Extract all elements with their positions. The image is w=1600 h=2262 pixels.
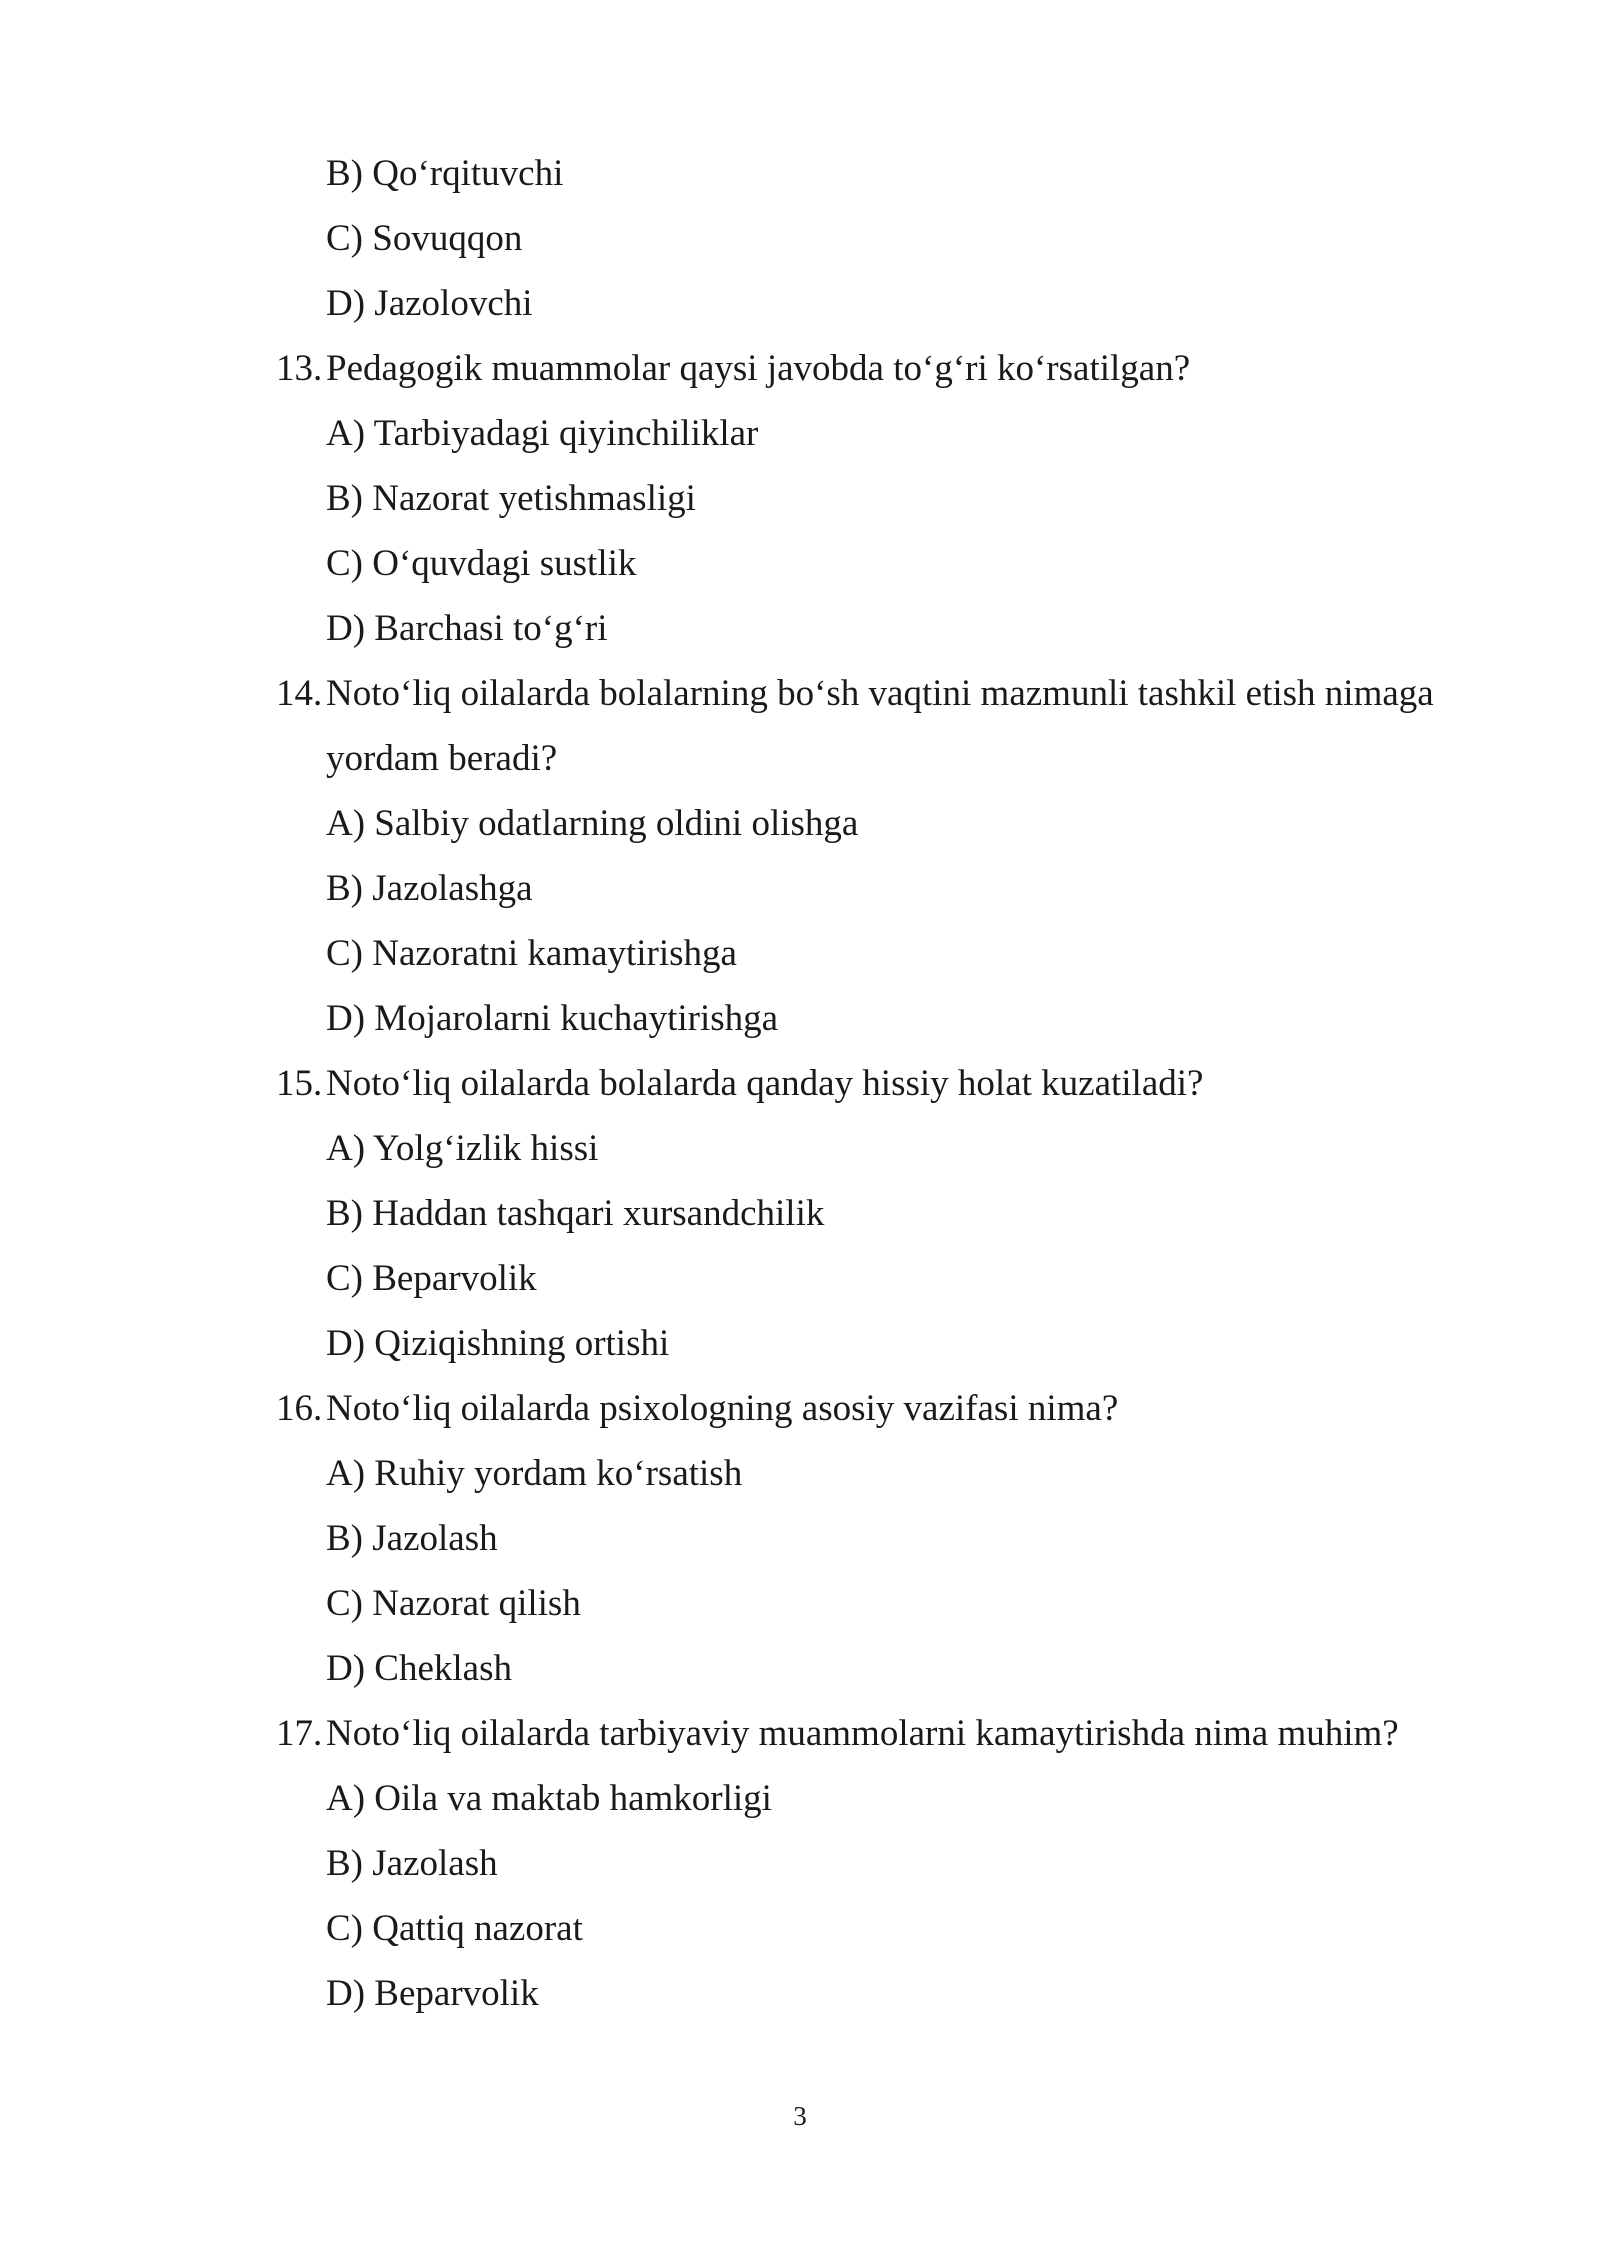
answer-option: A) Yolg‘izlik hissi [326, 1128, 599, 1169]
answer-option: B) Qo‘rqituvchi [326, 153, 564, 194]
answer-option: A) Ruhiy yordam ko‘rsatish [326, 1453, 743, 1494]
answer-option: A) Salbiy odatlarning oldini olishga [326, 803, 859, 844]
answer-option: C) Nazorat qilish [326, 1583, 581, 1624]
answer-option: C) Beparvolik [326, 1258, 537, 1299]
question-text: Noto‘liq oilalarda bolalarning bo‘sh vaqtini mazmunli tashkil etish nimaga [326, 673, 1434, 714]
answer-option: C) Qattiq nazorat [326, 1908, 583, 1949]
answer-option: D) Qiziqishning ortishi [326, 1323, 670, 1364]
page-number: 3 [793, 2101, 807, 2131]
question-text: yordam beradi? [326, 738, 558, 779]
answer-option: D) Mojarolarni kuchaytirishga [326, 998, 779, 1039]
answer-option: B) Jazolash [326, 1843, 498, 1884]
question-number: 17. [276, 1713, 323, 1754]
answer-option: C) Sovuqqon [326, 218, 523, 259]
answer-option: D) Jazolovchi [326, 283, 533, 324]
question-number: 15. [276, 1063, 323, 1104]
answer-option: C) O‘quvdagi sustlik [326, 543, 637, 584]
answer-option: D) Beparvolik [326, 1973, 539, 2014]
question-number: 13. [276, 348, 323, 389]
question-number: 16. [276, 1388, 323, 1429]
question-text: Noto‘liq oilalarda tarbiyaviy muammolarni kamaytirishda nima muhim? [326, 1713, 1399, 1754]
question-text: Pedagogik muammolar qaysi javobda to‘g‘ri ko‘rsatilgan? [326, 348, 1191, 389]
answer-option: B) Jazolash [326, 1518, 498, 1559]
question-number: 14. [276, 673, 323, 714]
answer-option: A) Oila va maktab hamkorligi [326, 1778, 772, 1819]
answer-option: B) Nazorat yetishmasligi [326, 478, 696, 519]
answer-option: D) Barchasi to‘g‘ri [326, 608, 608, 649]
answer-option: D) Cheklash [326, 1648, 512, 1689]
question-text: Noto‘liq oilalarda psixologning asosiy vazifasi nima? [326, 1388, 1119, 1429]
answer-option: B) Haddan tashqari xursandchilik [326, 1193, 825, 1234]
answer-option: C) Nazoratni kamaytirishga [326, 933, 737, 974]
question-text: Noto‘liq oilalarda bolalarda qanday hissiy holat kuzatiladi? [326, 1063, 1204, 1104]
answer-option: B) Jazolashga [326, 868, 533, 909]
answer-option: A) Tarbiyadagi qiyinchiliklar [326, 413, 759, 454]
